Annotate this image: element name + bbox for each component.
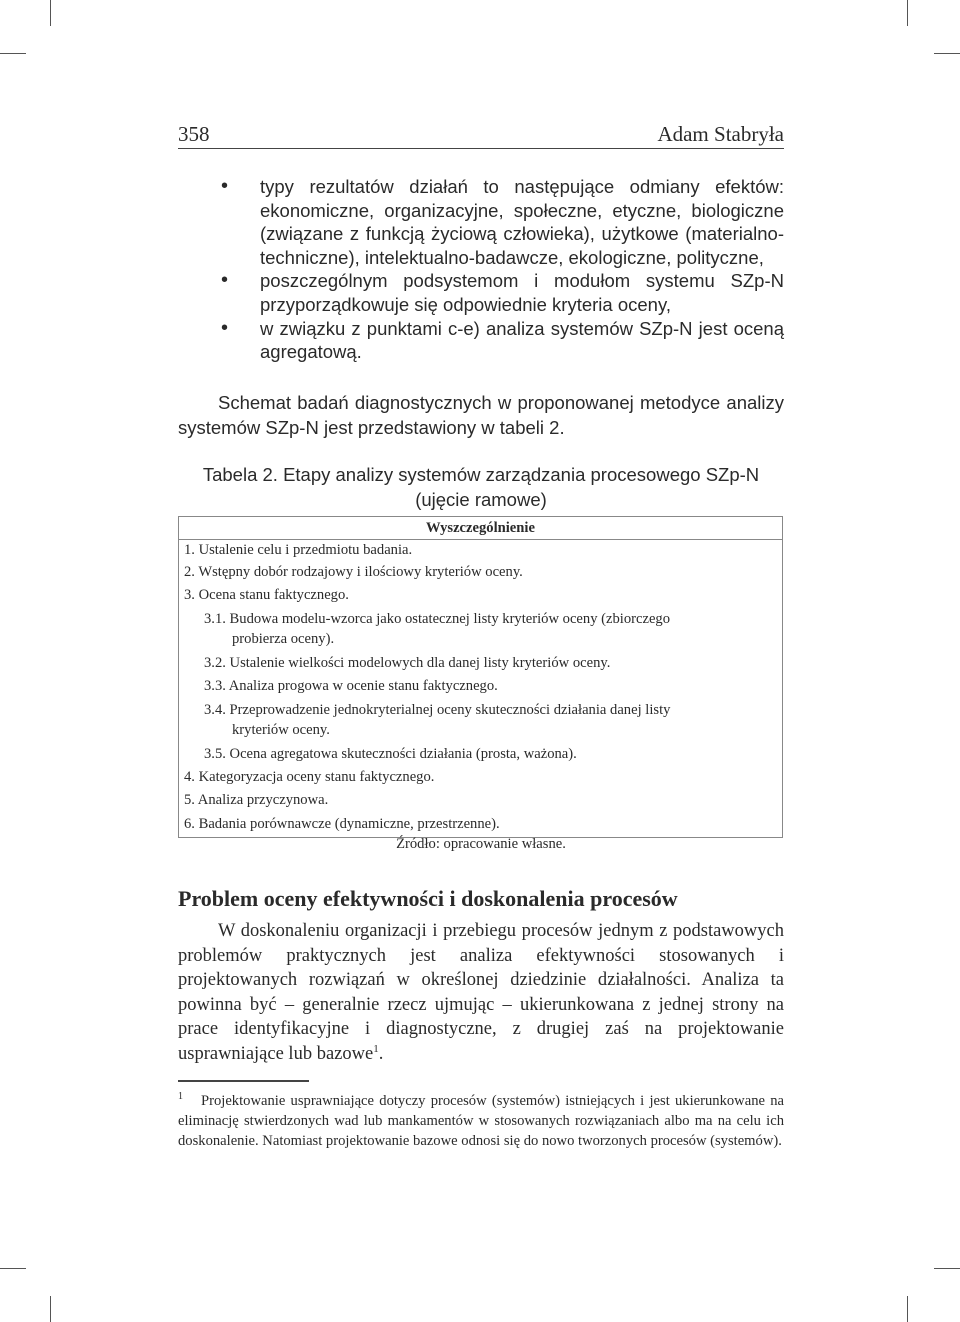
table-row: 3.3. Analiza progowa w ocenie stanu faktycznego. xyxy=(179,676,783,699)
crop-mark xyxy=(907,1296,908,1322)
footnote xyxy=(178,1087,784,1151)
table-row: 3.1. Budowa modelu-wzorca jako ostatecznej listy kryteriów oceny (zbiorczego probierza oceny). xyxy=(179,609,783,653)
table-row: 4. Kategoryzacja oceny stanu faktycznego. xyxy=(179,767,783,790)
table-row: 3. Ocena stanu faktycznego. xyxy=(179,585,783,608)
table-caption xyxy=(178,462,784,512)
table-caption-title: Tabela 2. Etapy analizy systemów zarządzania procesowego SZp-N xyxy=(202,464,760,485)
table-caption-subtitle: (ujęcie ramowe) xyxy=(415,489,547,510)
bullet-item: • poszczególnym podsystemom i modułom systemu SZp-N przyporządkowuje się odpowiednie kryteria oceny, xyxy=(178,269,784,316)
table-row: 3.2. Ustalenie wielkości modelowych dla danej listy kryteriów oceny. xyxy=(179,653,783,676)
table-row: 1. Ustalenie celu i przedmiotu badania. xyxy=(179,540,783,563)
running-header xyxy=(178,118,784,149)
section-heading: Problem oceny efektywności i doskonalenia procesów xyxy=(178,886,678,911)
table-source: Źródło: opracowanie własne. xyxy=(396,836,566,852)
table-row: 2. Wstępny dobór rodzajowy i ilościowy kryteriów oceny. xyxy=(179,562,783,585)
table-row: 5. Analiza przyczynowa. xyxy=(179,790,783,813)
bullet-list xyxy=(178,175,784,364)
crop-mark xyxy=(907,0,908,26)
table-row: 6. Badania porównawcze (dynamiczne, przestrzenne). xyxy=(179,814,783,838)
footnote-text: Projektowanie usprawniające dotyczy procesów (systemów) istniejących i jest ukierunkowane na eliminację stwierdzonych wad lub mankamentów w stosowanych rozwiązaniach albo ma na celu ich doskonalenie. Natomiast projektowanie bazowe odnosi się do nowo tworzonych procesów (systemów). xyxy=(178,1092,784,1149)
intro-paragraph: Schemat badań diagnostycznych w proponowanej metodyce analizy systemów SZp-N jest przedstawiony w tabeli 2. xyxy=(178,392,784,438)
footnote-divider xyxy=(178,1080,309,1082)
page-number: 358 xyxy=(178,122,210,146)
table-row: 3.4. Przeprowadzenie jednokryterialnej oceny skuteczności działania danej listy kryteriów oceny. xyxy=(179,700,783,744)
crop-mark xyxy=(0,53,26,54)
crop-mark xyxy=(934,1268,960,1269)
crop-mark xyxy=(50,0,51,26)
running-author: Adam Stabryła xyxy=(657,122,784,146)
table-row: 3.5. Ocena agregatowa skuteczności działania (prosta, ważona). xyxy=(179,744,783,767)
bullet-item: • w związku z punktami c-e) analiza systemów SZp-N jest oceną agregatową. xyxy=(178,317,784,364)
stages-table xyxy=(178,516,783,838)
footnote-number: 1 xyxy=(178,1091,183,1102)
table-header: Wyszczególnienie xyxy=(179,517,783,540)
footnote-reference[interactable]: 1 xyxy=(373,1042,379,1055)
bullet-item: • typy rezultatów działań to następujące odmiany efektów: ekonomiczne, organizacyjne, społeczne, etyczne, biologiczne (związane z funkcją życiową człowieka), użytkowe (materialno-techniczne), intelektualno-badawcze, ekologiczne, polityczne, xyxy=(178,175,784,269)
section-paragraph: W doskonaleniu organizacji i przebiegu procesów jednym z podstawowych problemów praktycznych jest analiza efektywności stosowanych i projektowanych rozwiązań w określonej dziedzinie działalności. Analiza ta powinna być – generalnie rzecz ujmując – ukierunkowana z jednej strony na prace identyfikacyjne i diagnostyczne, z drugiej zaś na projektowanie usprawniające lub bazowe$^1$. xyxy=(178,921,784,1064)
crop-mark xyxy=(0,1268,26,1269)
crop-mark xyxy=(50,1296,51,1322)
crop-mark xyxy=(934,53,960,54)
